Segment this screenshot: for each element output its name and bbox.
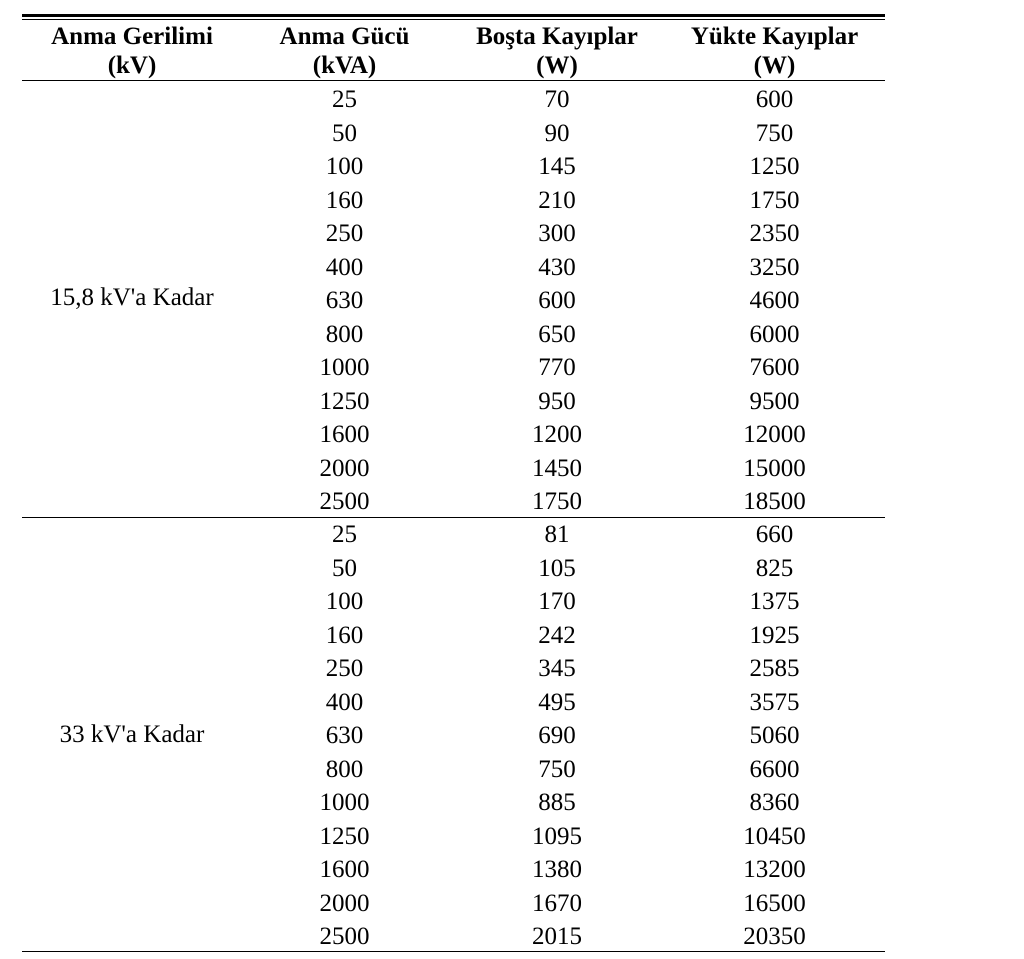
cell-load-loss: 3250 bbox=[749, 253, 800, 281]
table-row bbox=[22, 418, 885, 452]
cell-no-load-loss: 1750 bbox=[532, 488, 582, 515]
cell-load-loss: 3575 bbox=[749, 688, 800, 716]
cell-rated-power: 400 bbox=[325, 688, 364, 716]
cell-load-loss: 660 bbox=[755, 521, 794, 548]
cell-load-loss: 5060 bbox=[749, 722, 800, 749]
cell-rated-power: 160 bbox=[325, 186, 364, 214]
cell-no-load-loss: 1380 bbox=[532, 856, 582, 883]
cell-load-loss: 600 bbox=[755, 86, 794, 113]
table-row bbox=[22, 284, 885, 318]
table-row bbox=[22, 853, 885, 887]
header-rated-voltage: Anma Gerilimi (kV) bbox=[51, 23, 213, 79]
cell-rated-power: 800 bbox=[325, 320, 364, 348]
cell-no-load-loss: 81 bbox=[544, 521, 570, 548]
group-label: 33 kV'a Kadar bbox=[59, 721, 205, 748]
table-group-33kv bbox=[22, 518, 885, 952]
cell-rated-power: 400 bbox=[325, 253, 364, 281]
table-row bbox=[22, 920, 885, 954]
cell-no-load-loss: 600 bbox=[538, 287, 576, 314]
table-row bbox=[22, 217, 885, 251]
table-header bbox=[22, 22, 885, 80]
cell-rated-power: 250 bbox=[325, 220, 364, 247]
cell-rated-power: 1600 bbox=[319, 421, 370, 448]
cell-no-load-loss: 650 bbox=[538, 320, 576, 348]
header-rule bbox=[22, 80, 885, 81]
cell-load-loss: 1250 bbox=[749, 153, 800, 180]
cell-load-loss: 1750 bbox=[749, 186, 800, 214]
cell-load-loss: 13200 bbox=[743, 856, 806, 883]
table-row bbox=[22, 318, 885, 352]
cell-rated-power: 2000 bbox=[319, 454, 370, 482]
table-row bbox=[22, 351, 885, 385]
cell-rated-power: 1250 bbox=[319, 387, 370, 415]
cell-load-loss: 6600 bbox=[749, 755, 800, 783]
cell-no-load-loss: 70 bbox=[544, 86, 570, 113]
table-row bbox=[22, 753, 885, 787]
cell-load-loss: 1375 bbox=[749, 588, 800, 615]
cell-rated-power: 800 bbox=[325, 755, 364, 783]
cell-no-load-loss: 950 bbox=[538, 387, 576, 415]
cell-no-load-loss: 690 bbox=[538, 722, 576, 749]
header-load-losses: Yükte Kayıplar (W) bbox=[690, 23, 859, 79]
cell-no-load-loss: 1670 bbox=[532, 889, 582, 917]
cell-no-load-loss: 1450 bbox=[532, 454, 582, 482]
cell-rated-power: 25 bbox=[332, 86, 357, 113]
header-no-load-losses: Boşta Kayıplar (W) bbox=[476, 23, 638, 79]
table-row bbox=[22, 385, 885, 419]
table-row bbox=[22, 485, 885, 519]
table-row bbox=[22, 452, 885, 486]
cell-no-load-loss: 170 bbox=[538, 588, 576, 615]
table-row bbox=[22, 820, 885, 854]
cell-load-loss: 8360 bbox=[749, 789, 800, 816]
cell-load-loss: 16500 bbox=[743, 889, 806, 917]
table-row bbox=[22, 552, 885, 586]
cell-load-loss: 20350 bbox=[743, 923, 806, 950]
table-row bbox=[22, 83, 885, 117]
cell-rated-power: 100 bbox=[325, 588, 364, 615]
cell-rated-power: 1600 bbox=[319, 856, 370, 883]
cell-load-loss: 9500 bbox=[749, 387, 800, 415]
table-row bbox=[22, 786, 885, 820]
table-row bbox=[22, 686, 885, 720]
cell-no-load-loss: 770 bbox=[538, 354, 576, 381]
table-row bbox=[22, 652, 885, 686]
cell-no-load-loss: 300 bbox=[538, 220, 576, 247]
cell-no-load-loss: 430 bbox=[538, 253, 576, 281]
cell-no-load-loss: 495 bbox=[538, 688, 576, 716]
cell-rated-power: 100 bbox=[325, 153, 364, 180]
cell-no-load-loss: 242 bbox=[538, 621, 576, 649]
cell-no-load-loss: 90 bbox=[544, 119, 570, 147]
cell-load-loss: 10450 bbox=[743, 822, 806, 850]
table-row bbox=[22, 251, 885, 285]
cell-rated-power: 2000 bbox=[319, 889, 370, 917]
cell-rated-power: 50 bbox=[332, 554, 357, 582]
cell-rated-power: 1000 bbox=[319, 789, 370, 816]
cell-load-loss: 7600 bbox=[749, 354, 800, 381]
cell-rated-power: 250 bbox=[325, 655, 364, 682]
cell-no-load-loss: 105 bbox=[538, 554, 576, 582]
cell-load-loss: 1925 bbox=[749, 621, 800, 649]
table-row bbox=[22, 619, 885, 653]
cell-load-loss: 4600 bbox=[749, 287, 800, 314]
bottom-rule bbox=[22, 951, 885, 952]
top-rule-thin bbox=[22, 19, 885, 20]
group-label: 15,8 kV'a Kadar bbox=[50, 284, 214, 311]
header-rated-power: Anma Gücü (kVA) bbox=[279, 23, 410, 79]
cell-rated-power: 1250 bbox=[319, 822, 370, 850]
cell-no-load-loss: 1095 bbox=[532, 822, 582, 850]
cell-no-load-loss: 345 bbox=[538, 655, 576, 682]
cell-rated-power: 2500 bbox=[319, 923, 370, 950]
table-row bbox=[22, 518, 885, 552]
cell-load-loss: 6000 bbox=[749, 320, 800, 348]
cell-no-load-loss: 2015 bbox=[532, 923, 582, 950]
cell-rated-power: 1000 bbox=[319, 354, 370, 381]
cell-rated-power: 50 bbox=[332, 119, 357, 147]
table-row bbox=[22, 117, 885, 151]
cell-rated-power: 2500 bbox=[319, 488, 370, 515]
cell-load-loss: 2585 bbox=[749, 655, 800, 682]
table-row bbox=[22, 887, 885, 921]
cell-rated-power: 160 bbox=[325, 621, 364, 649]
cell-load-loss: 18500 bbox=[743, 488, 806, 515]
cell-load-loss: 15000 bbox=[743, 454, 806, 482]
cell-load-loss: 2350 bbox=[749, 220, 800, 247]
cell-rated-power: 630 bbox=[325, 287, 364, 314]
cell-no-load-loss: 210 bbox=[538, 186, 576, 214]
cell-no-load-loss: 750 bbox=[538, 755, 576, 783]
cell-rated-power: 630 bbox=[325, 722, 364, 749]
cell-no-load-loss: 145 bbox=[538, 153, 576, 180]
cell-load-loss: 825 bbox=[755, 554, 794, 582]
cell-load-loss: 12000 bbox=[743, 421, 806, 448]
cell-no-load-loss: 1200 bbox=[532, 421, 582, 448]
table-row bbox=[22, 719, 885, 753]
cell-rated-power: 25 bbox=[332, 521, 357, 548]
table-row bbox=[22, 184, 885, 218]
table-row bbox=[22, 150, 885, 184]
table-group-15-8kv bbox=[22, 83, 885, 517]
cell-load-loss: 750 bbox=[755, 119, 794, 147]
table-row bbox=[22, 585, 885, 619]
top-rule-thick bbox=[22, 14, 885, 17]
cell-no-load-loss: 885 bbox=[538, 789, 576, 816]
